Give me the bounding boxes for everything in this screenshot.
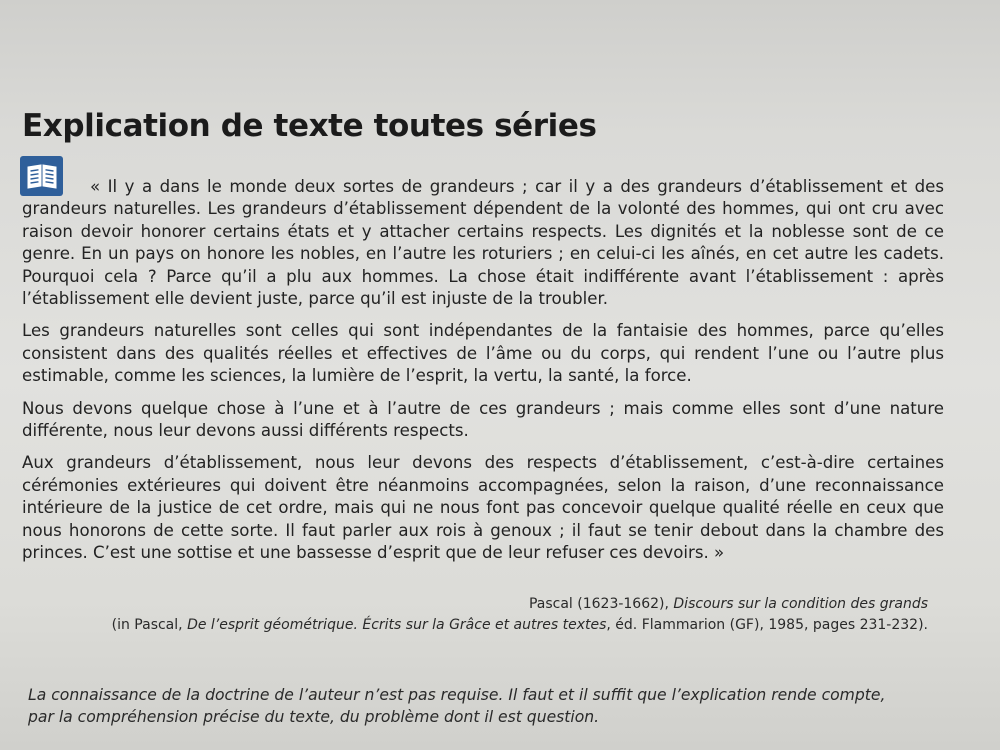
instruction-note [28,684,928,728]
page-title: Explication de texte toutes séries [22,108,597,144]
note-line-1: La connaissance de la doctrine de l’auteur n’est pas requise. Il faut et il suffit que l’explication rende compte, [28,686,886,704]
source-line-1 [48,594,928,615]
paragraph-4: Aux grandeurs d’établissement, nous leur devons des respects d’établissement, c’est-à-dire certaines cérémonies extérieures qui doivent être néanmoins accompagnées, selon la raison, d’une reconnaissance intérieure de la justice de cet ordre, mais qui ne nous font pas concevoir quelque qualité réelle en ceux que nous honorons de cette sorte. Il faut parler aux rois à genoux ; il faut se tenir debout dans la chambre des princes. C’est une sottise et une bassesse d’esprit que de leur refuser ces devoirs. » [22,453,944,563]
quoted-text [22,176,944,575]
paragraph-1 [22,176,944,310]
paragraph-2: Les grandeurs naturelles sont celles qui sont indépendantes de la fantaisie des hommes, parce qu’elles consistent dans des qualités réelles et effectives de l’âme ou du corps, qui rendent l’une ou l’autre plus estimable, comme les sciences, la lumière de l’esprit, la vertu, la santé, la force. [22,321,944,386]
source-citation [48,594,928,636]
source-edition-title: De l’esprit géométrique. Écrits sur la Grâce et autres textes [187,617,607,633]
paragraph-1-text: « Il y a dans le monde deux sortes de grandeurs ; car il y a des grandeurs d’établissement et des grandeurs naturelles. Les grandeurs d’établissement dépendent de la volonté des hommes, qui ont cru avec raison devoir honorer certains états et y attacher certains respects. Les dignités et la noblesse sont de ce genre. En un pays on honore les nobles, en l’autre les roturiers ; en celui-ci les aînés, en cet autre les cadets. Pourquoi cela ? Parce qu’il a plu aux hommes. La chose était indifférente avant l’établissement : après l’établissement elle devient juste, parce qu’il est injuste de la troubler. [22,177,944,309]
source-edition-prefix: (in Pascal, [111,617,183,633]
source-edition-suffix: , éd. Flammarion (GF), 1985, pages 231-232). [606,617,928,633]
note-line-2: par la compréhension précise du texte, du problème dont il est question. [28,708,600,726]
source-line-2 [48,615,928,636]
source-work: Discours sur la condition des grands [673,596,928,612]
source-author: Pascal (1623-1662), [528,596,669,612]
paragraph-3: Nous devons quelque chose à l’une et à l’autre de ces grandeurs ; mais comme elles sont d’une nature différente, nous leur devons aussi différents respects. [22,398,944,441]
